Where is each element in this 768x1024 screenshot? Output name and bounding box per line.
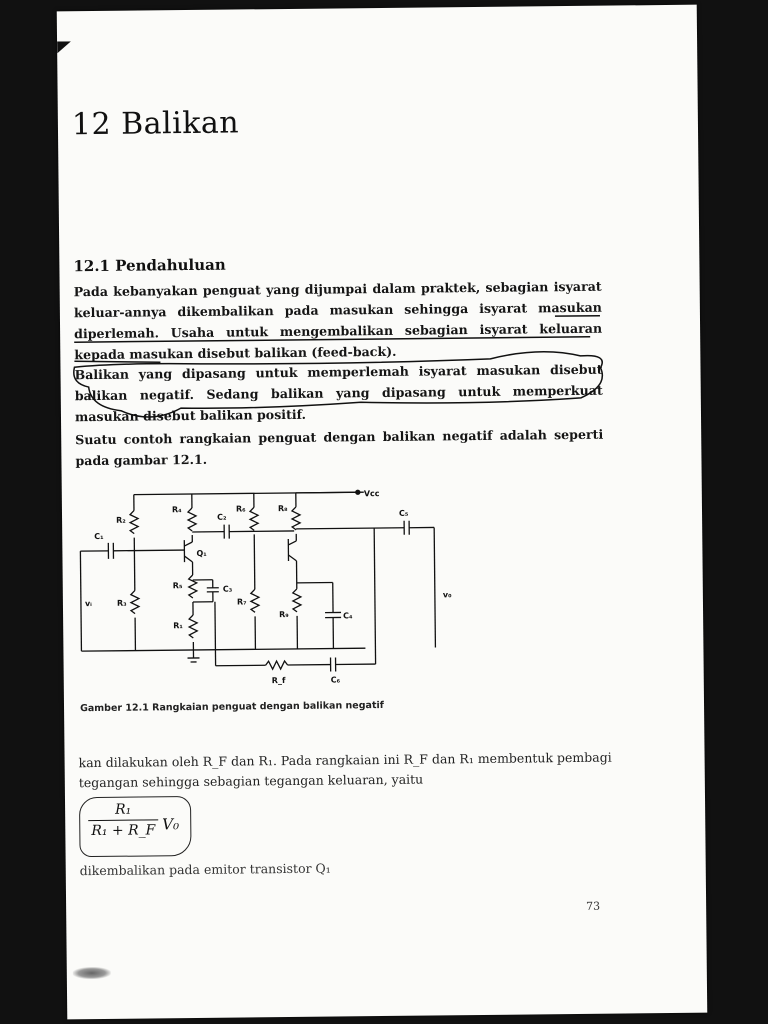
- feedback-formula: [79, 796, 192, 857]
- label-r2: R₂: [116, 515, 126, 525]
- formula-fraction: [88, 801, 158, 839]
- label-r6: R₆: [235, 504, 246, 514]
- label-c5: C₅: [398, 508, 409, 518]
- page-smudge: [73, 967, 111, 979]
- book-page: [57, 5, 708, 1020]
- section-title: 12.1 Pendahuluan: [73, 255, 226, 276]
- label-vo: v₀: [442, 590, 452, 600]
- page-number: 73: [586, 899, 601, 913]
- label-c3: C₃: [222, 584, 233, 594]
- label-r8: R₈: [277, 503, 288, 514]
- label-c1: C₁: [94, 531, 104, 542]
- formula-tail: V₀: [162, 815, 180, 834]
- label-rf: R_f: [271, 676, 286, 686]
- corner-mark: [57, 41, 71, 53]
- label-r4: R₄: [171, 505, 182, 515]
- amplifier-circuit-diagram: [74, 475, 636, 691]
- label-r5: R₅: [172, 581, 183, 591]
- label-r9: R₉: [279, 609, 289, 620]
- figure-caption: Gamber 12.1 Rangkaian penguat dengan balikan negatif: [79, 699, 384, 715]
- formula-denominator: R₁ + R_F: [91, 822, 156, 840]
- label-c2: C₂: [216, 512, 227, 522]
- formula-numerator: R₁: [88, 801, 158, 821]
- label-r7: R₇: [236, 597, 247, 607]
- label-q1: Q₁: [196, 548, 207, 558]
- paragraph-negative-positive: Balikan yang dipasang untuk memperlemah isyarat masukan disebut balikan negatif. Sedang balikan yang dipasang untuk memperkuat masukan disebut balikan positif.: [74, 361, 603, 425]
- label-r3: R₃: [116, 598, 127, 608]
- paragraph-intro: Pada kebanyakan penguat yang dijumpai dalam praktek, sebagian isyarat keluar-annya dikembalikan pada masukan sehingga isyarat masukan diperlemah. Usaha untuk mengembalikan sebagian isyarat keluaran kepada masukan disebut balikan (feed-back).: [73, 278, 603, 363]
- label-c6: C₆: [330, 675, 341, 685]
- paragraph-feedback-divider: kan dilakukan oleh R_F dan R₁. Pada rangkaian ini R_F dan R₁ membentuk pembagi tegangan sehingga sebagian tegangan keluaran, yaitu: [78, 749, 612, 791]
- paragraph-emitter: dikembalikan pada emitor transistor Q₁: [79, 860, 331, 879]
- chapter-title: 12 Balikan: [71, 105, 240, 143]
- label-vi: vᵢ: [84, 599, 92, 609]
- label-r1: R₁: [173, 621, 183, 631]
- label-c4: C₄: [343, 611, 353, 621]
- paragraph-example: Suatu contoh rangkaian penguat dengan balikan negatif adalah seperti pada gambar 12.1.: [75, 426, 604, 469]
- label-vcc: Vcc: [363, 489, 380, 499]
